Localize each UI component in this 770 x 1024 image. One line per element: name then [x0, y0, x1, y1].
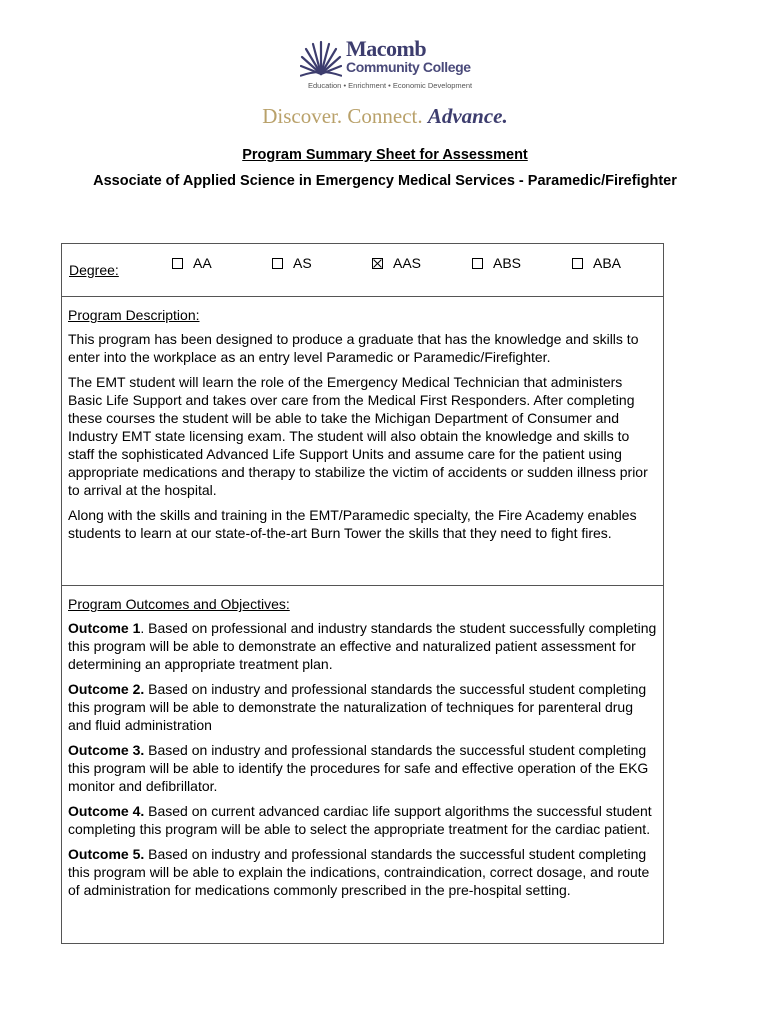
sunburst-logo-icon	[300, 38, 342, 80]
checkbox-icon[interactable]	[172, 258, 183, 269]
slogan	[0, 104, 770, 129]
outcome-label: Outcome 4.	[68, 803, 145, 819]
outcome-item	[68, 680, 657, 734]
outcome-item	[68, 845, 657, 899]
degree-option-aa[interactable]	[172, 255, 212, 271]
program-outcomes-heading: Program Outcomes and Objectives:	[68, 596, 290, 612]
outcome-text: . Based on professional and industry standards the student successfully completing this program will be able to demonstrate an effective and naturalized patient assessment for determining an appropriate treatment plan.	[68, 620, 657, 672]
slogan-part1: Discover. Connect.	[262, 104, 423, 128]
outcome-label: Outcome 3.	[68, 742, 145, 758]
logo-name: Macomb	[346, 36, 427, 61]
program-description-heading: Program Description:	[68, 307, 200, 323]
degree-label: Degree:	[69, 262, 119, 278]
degree-option-label: AS	[293, 255, 312, 271]
description-paragraph: The EMT student will learn the role of the Emergency Medical Technician that administers Basic Life Support and takes over care from the Medical First Responders. After completing these courses the student will be able to take the Michigan Department of Consumer and Industry EMT state licensing exam. The student will also obtain the knowledge and skills to staff the sophisticated Advanced Life Support Units and assume care for the patient using appropriate medications and therapy to stabilize the victim of accidents or sudden illness prior to arrival at the hospital.	[68, 374, 648, 498]
degree-option-label: ABS	[493, 255, 522, 271]
checkbox-icon[interactable]	[272, 258, 283, 269]
outcome-text: Based on industry and professional standards the successful student completing this program will be able to explain the indications, contraindication, correct dosage, and route of administration for medications commonly prescribed in the pre-hospital setting.	[68, 846, 650, 898]
outcome-label: Outcome 2.	[68, 681, 145, 697]
degree-option-as[interactable]	[272, 255, 312, 271]
page-subtitle: Associate of Applied Science in Emergency Medical Services - Paramedic/Firefighter	[93, 173, 677, 189]
outcome-label: Outcome 5.	[68, 846, 145, 862]
logo-subname: Community College	[346, 59, 471, 75]
checkbox-icon[interactable]	[472, 258, 483, 269]
page-title: Program Summary Sheet for Assessment	[242, 147, 528, 163]
program-outcomes-section	[61, 585, 664, 944]
description-paragraph: This program has been designed to produce a graduate that has the knowledge and skills to enter into the workplace as an entry level Paramedic or Paramedic/Firefighter.	[68, 331, 639, 365]
logo-tagline: Education • Enrichment • Economic Development	[308, 81, 473, 90]
degree-option-aba[interactable]	[572, 255, 621, 271]
checkbox-icon[interactable]	[572, 258, 583, 269]
degree-option-label: AA	[193, 255, 212, 271]
degree-option-label: ABA	[593, 255, 622, 271]
outcome-item	[68, 741, 657, 795]
outcome-label: Outcome 1	[68, 620, 141, 636]
outcome-text: Based on current advanced cardiac life support algorithms the successful student completing this program will be able to select the appropriate treatment for the cardiac patient.	[68, 803, 652, 837]
checkbox-checked-icon[interactable]	[372, 258, 383, 269]
description-paragraph: Along with the skills and training in the EMT/Paramedic specialty, the Fire Academy enables students to learn at our state-of-the-art Burn Tower the skills that they need to fight fires.	[68, 507, 637, 541]
outcome-item	[68, 802, 657, 838]
degree-section	[61, 243, 664, 297]
outcome-text: Based on industry and professional standards the successful student completing this program will be able to demonstrate the naturalization of techniques for parenteral drug and fluid administration	[68, 681, 647, 733]
outcome-text: Based on industry and professional standards the successful student completing this program will be able to identify the procedures for safe and effective operation of the EKG monitor and defibrillator.	[68, 742, 649, 794]
degree-option-aas[interactable]	[372, 255, 421, 271]
degree-option-abs[interactable]	[472, 255, 521, 271]
degree-option-label: AAS	[393, 255, 422, 271]
outcome-item	[68, 619, 657, 673]
program-description-section	[61, 296, 664, 586]
slogan-part2: Advance.	[427, 104, 508, 128]
college-logo	[300, 36, 480, 96]
